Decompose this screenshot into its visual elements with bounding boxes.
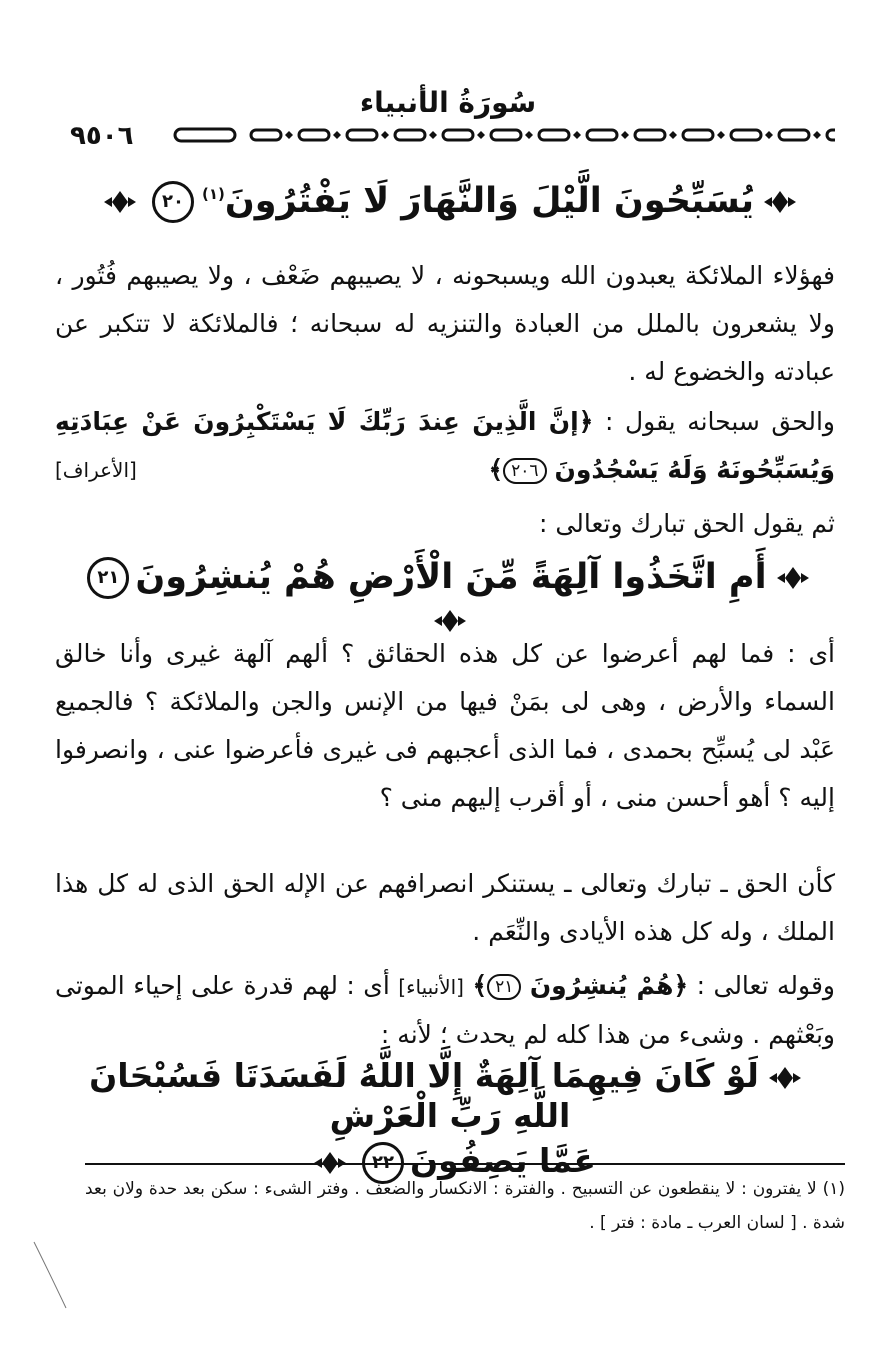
verse-number-badge: ٢٠ <box>152 181 194 223</box>
footnote-marker: (١) <box>201 185 225 204</box>
paragraph-5-text: كأن الحق ـ تبارك وتعالى ـ يستنكر انصرافهم عن الإله الحق الذى له كل هذا الملك ، وله كل هذه الأيادى والنِّعَم . <box>55 869 835 946</box>
paragraph-1-text: فهؤلاء الملائكة يعبدون الله ويسبحونه ، لا يصيبهم ضَعْف ، ولا يصيبهم فُتُور ، ولا يشعرون بالملل من العبادة والتنزيه له سبحانه ؛ فالملائكة لا تتكبر عن عبادته والخضوع له . <box>55 261 835 386</box>
verse-20 <box>60 180 840 223</box>
surah-reference: [الأعراف] <box>55 458 137 482</box>
verse-22-line-2: عَمَّا يَصِفُونَ <box>409 1141 597 1181</box>
footnote-divider <box>85 1163 845 1165</box>
quote-text: إنَّ الَّذِينَ عِندَ رَبِّكَ لَا يَسْتَكْبِرُونَ عَنْ عِبَادَتِهِ وَيُسَبِّحُونَهُ وَلَهُ يَسْجُدُونَ <box>55 407 835 484</box>
ornament-icon <box>102 189 138 215</box>
scan-mark <box>30 1240 70 1310</box>
ornament-icon <box>767 1065 803 1091</box>
paragraph-1 <box>55 252 835 396</box>
paragraph-4-text: أى : فما لهم أعرضوا عن كل هذه الحقائق ؟ ألهم آلهة غيرى وأنا خالق السماء والأرض ، وهى لى بمَنْ فيها من الإنس والجن والملائكة ؟ فالجميع عَبْد لى يُسبِّح بحمدى ، فما الذى أعجبهم فى غيرى فأعرضوا عنى ، وانصرفوا إليه ؟ أهو أحسن منى ، أو أقرب إليهم منى ؟ <box>55 639 835 812</box>
sura-title: سُورَةُ الأنبياء <box>359 86 537 119</box>
paragraph-5 <box>55 860 835 956</box>
verse-number-badge: ٢١ <box>87 557 129 599</box>
quote-open: ﴿ <box>578 407 594 436</box>
footnote: (١) لا يفترون : لا ينقطعون عن التسبيح . والفترة : الانكسار والضعف . وفتر الشىء : سكن بعد حدة ولان بعد شدة . [ لسان العرب ـ مادة : فتر ] . <box>85 1179 845 1233</box>
verse-21-text: أَمِ اتَّخَذُوا آلِهَةً مِّنَ الْأَرْضِ هُمْ يُنشِرُونَ <box>135 557 767 597</box>
quote-verse-number: ٢١ <box>487 974 521 1000</box>
ornament-icon <box>775 565 811 591</box>
paragraph-6-lead: وقوله تعالى : <box>696 971 835 1000</box>
paragraph-2 <box>55 398 835 494</box>
quote-close: ﴾ <box>472 971 488 1000</box>
paragraph-2-lead: والحق سبحانه يقول : <box>604 407 836 436</box>
surah-reference: [الأنبياء] <box>398 975 464 999</box>
quote-text: هُمْ يُنشِرُونَ <box>529 971 674 1000</box>
paragraph-3-text: ثم يقول الحق تبارك وتعالى : <box>539 509 835 538</box>
ornament-icon <box>762 189 798 215</box>
verse-21 <box>60 556 840 641</box>
verse-number-badge: ٢٢ <box>362 1142 404 1184</box>
paragraph-6 <box>55 962 835 1059</box>
quote-open: ﴿ <box>673 971 689 1000</box>
verse-20-text: يُسَبِّحُونَ الَّيْلَ وَالنَّهَارَ لَا يَفْتُرُونَ <box>224 181 755 221</box>
paragraph-3 <box>55 500 835 548</box>
quote-close: ﴾ <box>488 455 504 484</box>
paragraph-6-rest: أى : لهم قدرة على إحياء الموتى وبَعْثهم . وشىء من هذا كله لم يحدث ؛ لأنه : <box>55 971 835 1049</box>
page-number: ٩٥٠٦ <box>70 121 134 151</box>
paragraph-4 <box>55 630 835 822</box>
quote-verse-number: ٢٠٦ <box>503 458 546 484</box>
verse-22-line-1: لَوْ كَانَ فِيهِمَا آلِهَةٌ إِلَّا اللَّهُ لَفَسَدَتَا فَسُبْحَانَ اللَّهِ رَبِّ الْعَرْشِ <box>89 1056 759 1135</box>
